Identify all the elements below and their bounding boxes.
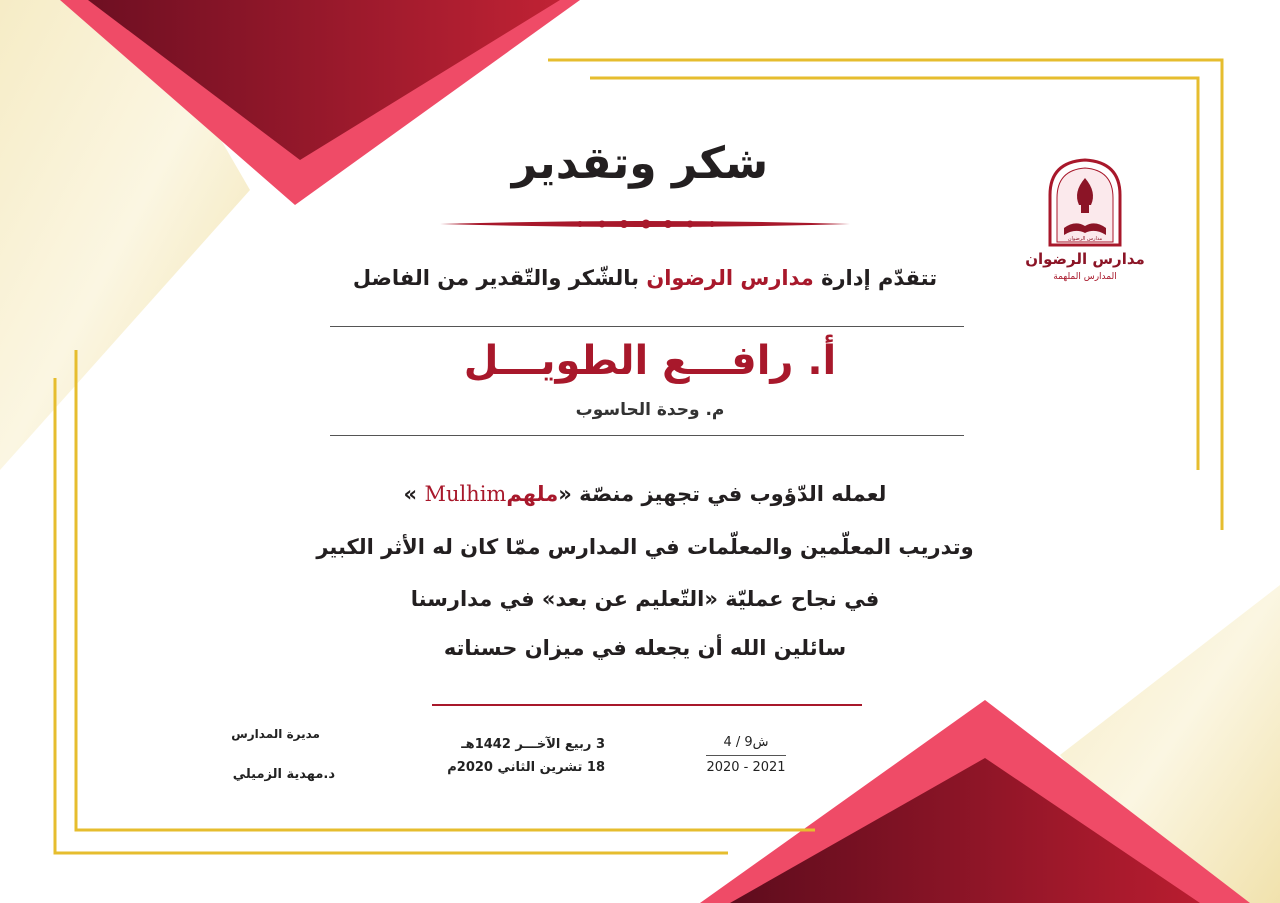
body-line-3: في نجاح عمليّة «التّعليم عن بعد» في مدارسنا (410, 587, 880, 611)
body-line-2: وتدريب المعلّمين والمعلّمات في المدارس ممّا كان له الأثر الكبير (316, 535, 974, 559)
body-line-1-before: لعمله الدّؤوب في تجهيز منصّة « (558, 482, 887, 506)
recipient-name: أ. رافـــع الطويـــل (463, 338, 837, 384)
reference-year: 2020 - 2021 (706, 760, 786, 775)
name-bottom-divider (330, 435, 964, 436)
title-ornament (440, 220, 850, 229)
reference-number: ش9 / 4 (723, 735, 769, 750)
school-logo-subtitle: المدارس الملهمة (1053, 272, 1117, 282)
certificate-title: شكر وتقدير (511, 138, 769, 189)
intro-brand: مدارس الرضوان (646, 266, 814, 290)
signatory-name: د.مهدية الزميلي (232, 767, 335, 782)
date-gregorian: 18 تشرين الثاني 2020م (447, 760, 605, 775)
body-line-1: لعمله الدّؤوب في تجهيز منصّة «ملهم‎ Mulhim» (403, 482, 887, 506)
intro-line (300, 266, 990, 290)
body-bottom-divider (432, 704, 862, 706)
intro-after: بالشّكر والتّقدير من الفاضل (352, 266, 639, 290)
name-top-divider (330, 326, 964, 327)
school-emblem (1050, 160, 1120, 245)
signatory-role: مديرة المدارس (231, 727, 320, 741)
reference-divider (706, 755, 786, 756)
platform-name-english: Mulhim (424, 482, 507, 506)
platform-name-arabic: ملهم (506, 482, 559, 506)
body-line-4: سائلين الله أن يجعله في ميزان حسناته (443, 636, 847, 660)
date-hijri: 3 ربيع الآخـــر 1442هـ (461, 737, 605, 752)
school-emblem-text: مدارس الرضوان (1067, 236, 1103, 242)
recipient-unit: م. وحدة الحاسوب (575, 400, 725, 420)
gold-frame-top-right (548, 60, 1222, 530)
school-logo-name: مدارس الرضوان (1025, 250, 1145, 268)
body-line-1-after: » (403, 482, 418, 506)
intro-before: تتقدّم إدارة (821, 266, 938, 290)
